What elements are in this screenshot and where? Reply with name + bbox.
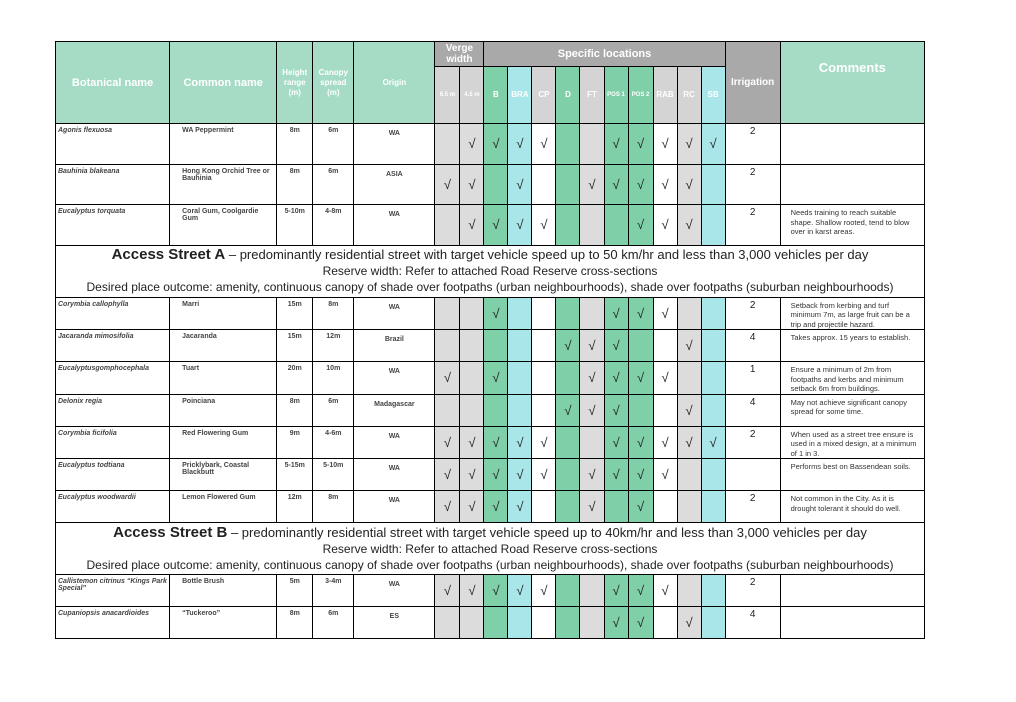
loc-ft-cell: √ <box>580 330 604 362</box>
loc-sb-cell <box>701 164 725 205</box>
loc-b-cell: √ <box>484 459 508 491</box>
verge-6-5-cell <box>435 394 460 426</box>
loc-bra-cell <box>508 297 532 330</box>
loc-pos1-cell: √ <box>604 394 628 426</box>
common-name-cell: Coral Gum, Coolgardie Gum <box>170 205 277 246</box>
comments-cell: Not common in the City. As it is drought tolerant it should do well. <box>780 491 924 523</box>
comments-cell: Performs best on Bassendean soils. <box>780 459 924 491</box>
section-row <box>56 245 925 297</box>
table-row <box>56 205 925 246</box>
origin-cell: WA <box>354 491 435 523</box>
loc-rc-cell <box>677 459 701 491</box>
height-range-cell: 15m <box>277 330 313 362</box>
loc-sb-cell <box>701 575 725 607</box>
loc-rc-cell: √ <box>677 164 701 205</box>
height-range-cell: 8m <box>277 394 313 426</box>
verge-6-5-cell: √ <box>435 459 460 491</box>
comments-cell: Ensure a minimum of 2m from footpaths and kerbs and minimum setback 6m from buildings. <box>780 362 924 395</box>
common-name-cell: Hong Kong Orchid Tree or Bauhinia <box>170 164 277 205</box>
loc-pos2-cell: √ <box>628 575 653 607</box>
loc-bra-cell: √ <box>508 124 532 165</box>
verge-4-5-cell: √ <box>460 575 484 607</box>
loc-rab-cell: √ <box>653 426 677 459</box>
header-loc-d: D <box>556 67 580 124</box>
section-row <box>56 523 925 575</box>
loc-cp-cell: √ <box>532 205 556 246</box>
common-name-cell: WA Peppermint <box>170 124 277 165</box>
table-row <box>56 362 925 395</box>
table-row <box>56 607 925 639</box>
verge-4-5-cell: √ <box>460 426 484 459</box>
loc-pos1-cell: √ <box>604 297 628 330</box>
loc-cp-cell <box>532 394 556 426</box>
loc-sb-cell <box>701 297 725 330</box>
height-range-cell: 5m <box>277 575 313 607</box>
common-name-cell: Poinciana <box>170 394 277 426</box>
loc-pos2-cell: √ <box>628 459 653 491</box>
loc-cp-cell <box>532 164 556 205</box>
header-botanical-name: Botanical name <box>56 42 170 124</box>
irrigation-cell: 1 <box>725 362 780 395</box>
header-loc-ft: FT <box>580 67 604 124</box>
loc-pos1-cell: √ <box>604 164 628 205</box>
origin-cell: Brazil <box>354 330 435 362</box>
header-loc-b: B <box>484 67 508 124</box>
irrigation-cell: 2 <box>725 164 780 205</box>
loc-b-cell: √ <box>484 362 508 395</box>
header-loc-pos2: POS 2 <box>628 67 653 124</box>
table-row <box>56 426 925 459</box>
table-row <box>56 491 925 523</box>
common-name-cell: Marri <box>170 297 277 330</box>
botanical-name-cell: Eucalyptusgomphocephala <box>56 362 170 395</box>
irrigation-cell: 4 <box>725 394 780 426</box>
irrigation-cell: 2 <box>725 297 780 330</box>
common-name-cell: Red Flowering Gum <box>170 426 277 459</box>
botanical-name-cell: Cupaniopsis anacardioides <box>56 607 170 639</box>
loc-rc-cell: √ <box>677 394 701 426</box>
loc-cp-cell: √ <box>532 124 556 165</box>
loc-pos1-cell <box>604 205 628 246</box>
common-name-cell: Bottle Brush <box>170 575 277 607</box>
loc-d-cell <box>556 205 580 246</box>
canopy-spread-cell: 5-10m <box>313 459 354 491</box>
botanical-name-cell: Callistemon citrinus “Kings Park Special” <box>56 575 170 607</box>
botanical-name-cell: Agonis flexuosa <box>56 124 170 165</box>
header-verge-4-5: 4.5 m <box>460 67 484 124</box>
section-header-sectionB <box>56 523 925 575</box>
canopy-spread-cell: 4-8m <box>313 205 354 246</box>
verge-4-5-cell <box>460 394 484 426</box>
origin-cell: Madagascar <box>354 394 435 426</box>
loc-rc-cell <box>677 491 701 523</box>
irrigation-cell: 2 <box>725 575 780 607</box>
loc-sb-cell <box>701 362 725 395</box>
canopy-spread-cell: 6m <box>313 164 354 205</box>
comments-cell <box>780 164 924 205</box>
common-name-cell: “Tuckeroo” <box>170 607 277 639</box>
loc-cp-cell <box>532 330 556 362</box>
verge-6-5-cell: √ <box>435 491 460 523</box>
loc-d-cell <box>556 124 580 165</box>
loc-rab-cell <box>653 607 677 639</box>
loc-d-cell <box>556 491 580 523</box>
verge-4-5-cell: √ <box>460 164 484 205</box>
header-comments: Comments <box>780 42 924 124</box>
canopy-spread-cell: 6m <box>313 607 354 639</box>
header-loc-rc: RC <box>677 67 701 124</box>
loc-b-cell <box>484 330 508 362</box>
common-name-cell: Lemon Flowered Gum <box>170 491 277 523</box>
height-range-cell: 5-15m <box>277 459 313 491</box>
header-loc-cp: CP <box>532 67 556 124</box>
table-row <box>56 330 925 362</box>
header-canopy-spread: Canopy spread (m) <box>313 42 354 124</box>
loc-pos1-cell <box>604 491 628 523</box>
loc-bra-cell: √ <box>508 205 532 246</box>
loc-pos2-cell: √ <box>628 205 653 246</box>
irrigation-cell <box>725 459 780 491</box>
comments-cell: Takes approx. 15 years to establish. <box>780 330 924 362</box>
loc-sb-cell: √ <box>701 124 725 165</box>
canopy-spread-cell: 3-4m <box>313 575 354 607</box>
header-irrigation: Irrigation <box>725 42 780 124</box>
origin-cell: WA <box>354 205 435 246</box>
section-description: – predominantly residential street with target vehicle speed up to 50 km/hr and less than 3,000 vehicles per day <box>225 247 869 262</box>
origin-cell: WA <box>354 362 435 395</box>
loc-bra-cell: √ <box>508 459 532 491</box>
canopy-spread-cell: 6m <box>313 124 354 165</box>
botanical-name-cell: Delonix regia <box>56 394 170 426</box>
section-title-line <box>56 525 924 541</box>
loc-rab-cell: √ <box>653 205 677 246</box>
height-range-cell: 12m <box>277 491 313 523</box>
loc-rc-cell <box>677 575 701 607</box>
loc-d-cell <box>556 362 580 395</box>
loc-d-cell <box>556 575 580 607</box>
loc-bra-cell: √ <box>508 426 532 459</box>
verge-6-5-cell <box>435 297 460 330</box>
common-name-cell: Pricklybark, Coastal Blackbutt <box>170 459 277 491</box>
loc-d-cell: √ <box>556 330 580 362</box>
loc-rc-cell <box>677 297 701 330</box>
loc-rab-cell: √ <box>653 124 677 165</box>
canopy-spread-cell: 8m <box>313 491 354 523</box>
canopy-spread-cell: 6m <box>313 394 354 426</box>
botanical-name-cell: Corymbia ficifolia <box>56 426 170 459</box>
verge-4-5-cell <box>460 362 484 395</box>
loc-sb-cell <box>701 394 725 426</box>
loc-bra-cell <box>508 362 532 395</box>
loc-ft-cell <box>580 607 604 639</box>
loc-bra-cell <box>508 607 532 639</box>
desired-outcome-text: Desired place outcome: amenity, continuous canopy of shade over footpaths (urban neighbourhoods), shade over footpaths (suburban neighbourhoods) <box>86 280 894 294</box>
table-row <box>56 575 925 607</box>
irrigation-cell: 2 <box>725 491 780 523</box>
loc-rab-cell: √ <box>653 164 677 205</box>
loc-pos1-cell: √ <box>604 330 628 362</box>
loc-b-cell: √ <box>484 491 508 523</box>
table-row <box>56 297 925 330</box>
common-name-cell: Tuart <box>170 362 277 395</box>
loc-bra-cell: √ <box>508 575 532 607</box>
origin-cell: WA <box>354 575 435 607</box>
header-verge-6-5: 6.5 m <box>435 67 460 124</box>
origin-cell: ASIA <box>354 164 435 205</box>
loc-pos2-cell: √ <box>628 164 653 205</box>
canopy-spread-cell: 4-6m <box>313 426 354 459</box>
botanical-name-cell: Bauhinia blakeana <box>56 164 170 205</box>
comments-cell: May not achieve significant canopy spread for some time. <box>780 394 924 426</box>
loc-rc-cell: √ <box>677 205 701 246</box>
loc-pos1-cell: √ <box>604 362 628 395</box>
origin-cell: WA <box>354 459 435 491</box>
loc-cp-cell <box>532 607 556 639</box>
verge-6-5-cell <box>435 205 460 246</box>
verge-4-5-cell: √ <box>460 205 484 246</box>
verge-6-5-cell: √ <box>435 164 460 205</box>
verge-6-5-cell: √ <box>435 426 460 459</box>
loc-rab-cell: √ <box>653 575 677 607</box>
loc-sb-cell <box>701 205 725 246</box>
height-range-cell: 15m <box>277 297 313 330</box>
loc-rc-cell: √ <box>677 330 701 362</box>
loc-b-cell <box>484 394 508 426</box>
irrigation-cell: 4 <box>725 607 780 639</box>
loc-pos2-cell: √ <box>628 362 653 395</box>
desired-outcome-text: Desired place outcome: amenity, continuous canopy of shade over footpaths (urban neighbourhoods), shade over footpaths (suburban neighbourhoods) <box>86 557 894 572</box>
loc-cp-cell <box>532 491 556 523</box>
loc-ft-cell: √ <box>580 491 604 523</box>
header-common-name: Common name <box>170 42 277 124</box>
loc-bra-cell <box>508 330 532 362</box>
verge-6-5-cell <box>435 330 460 362</box>
loc-ft-cell: √ <box>580 394 604 426</box>
loc-b-cell: √ <box>484 426 508 459</box>
loc-rc-cell <box>677 362 701 395</box>
header-loc-pos1: POS 1 <box>604 67 628 124</box>
loc-cp-cell: √ <box>532 575 556 607</box>
verge-4-5-cell <box>460 330 484 362</box>
botanical-name-cell: Eucalyptus torquata <box>56 205 170 246</box>
botanical-name-cell: Jacaranda mimosifolia <box>56 330 170 362</box>
loc-ft-cell: √ <box>580 459 604 491</box>
comments-cell <box>780 607 924 639</box>
loc-pos1-cell: √ <box>604 607 628 639</box>
loc-pos1-cell: √ <box>604 459 628 491</box>
loc-cp-cell: √ <box>532 426 556 459</box>
height-range-cell: 8m <box>277 607 313 639</box>
origin-cell: ES <box>354 607 435 639</box>
loc-ft-cell <box>580 205 604 246</box>
loc-ft-cell: √ <box>580 164 604 205</box>
loc-pos2-cell: √ <box>628 124 653 165</box>
height-range-cell: 9m <box>277 426 313 459</box>
loc-rab-cell: √ <box>653 362 677 395</box>
verge-6-5-cell <box>435 124 460 165</box>
header-loc-sb: SB <box>701 67 725 124</box>
verge-4-5-cell: √ <box>460 459 484 491</box>
header-specific-locations: Specific locations <box>484 42 725 67</box>
table-row <box>56 459 925 491</box>
loc-ft-cell <box>580 575 604 607</box>
loc-bra-cell <box>508 394 532 426</box>
header-origin: Origin <box>354 42 435 124</box>
loc-d-cell: √ <box>556 394 580 426</box>
tree-species-table <box>55 41 925 639</box>
loc-sb-cell <box>701 459 725 491</box>
loc-d-cell <box>556 459 580 491</box>
height-range-cell: 8m <box>277 124 313 165</box>
loc-sb-cell <box>701 491 725 523</box>
loc-rab-cell: √ <box>653 459 677 491</box>
comments-cell <box>780 575 924 607</box>
section-header-sectionA <box>56 245 925 297</box>
loc-cp-cell <box>532 297 556 330</box>
canopy-spread-cell: 10m <box>313 362 354 395</box>
irrigation-cell: 2 <box>725 426 780 459</box>
loc-pos1-cell: √ <box>604 124 628 165</box>
canopy-spread-cell: 12m <box>313 330 354 362</box>
header-height-range: Height range (m) <box>277 42 313 124</box>
loc-sb-cell: √ <box>701 426 725 459</box>
loc-ft-cell <box>580 297 604 330</box>
loc-cp-cell: √ <box>532 459 556 491</box>
loc-d-cell <box>556 164 580 205</box>
section-title: Access Street A <box>111 246 226 263</box>
loc-rab-cell <box>653 330 677 362</box>
header-verge-width: Verge width <box>435 42 484 67</box>
loc-rc-cell: √ <box>677 124 701 165</box>
canopy-spread-cell: 8m <box>313 297 354 330</box>
loc-b-cell: √ <box>484 205 508 246</box>
section-description: – predominantly residential street with target vehicle speed up to 40km/hr and less than 3,000 vehicles per day <box>227 524 867 540</box>
loc-rc-cell: √ <box>677 607 701 639</box>
loc-bra-cell: √ <box>508 491 532 523</box>
origin-cell: WA <box>354 426 435 459</box>
loc-pos2-cell: √ <box>628 491 653 523</box>
loc-d-cell <box>556 426 580 459</box>
height-range-cell: 20m <box>277 362 313 395</box>
loc-d-cell <box>556 297 580 330</box>
loc-sb-cell <box>701 330 725 362</box>
loc-ft-cell <box>580 426 604 459</box>
loc-pos2-cell <box>628 394 653 426</box>
verge-6-5-cell <box>435 607 460 639</box>
header-loc-rab: RAB <box>653 67 677 124</box>
botanical-name-cell: Eucalyptus woodwardii <box>56 491 170 523</box>
verge-6-5-cell: √ <box>435 575 460 607</box>
loc-d-cell <box>556 607 580 639</box>
loc-cp-cell <box>532 362 556 395</box>
loc-b-cell <box>484 607 508 639</box>
table-row <box>56 394 925 426</box>
loc-pos2-cell: √ <box>628 607 653 639</box>
botanical-name-cell: Eucalyptus todtiana <box>56 459 170 491</box>
comments-cell: Needs training to reach suitable shape. Shallow rooted, tend to blow over in karst areas. <box>780 205 924 246</box>
irrigation-cell: 2 <box>725 205 780 246</box>
section-title-line <box>56 247 924 263</box>
loc-pos1-cell: √ <box>604 575 628 607</box>
comments-cell <box>780 124 924 165</box>
irrigation-cell: 2 <box>725 124 780 165</box>
table-body <box>56 124 925 639</box>
height-range-cell: 5-10m <box>277 205 313 246</box>
loc-ft-cell: √ <box>580 362 604 395</box>
loc-bra-cell: √ <box>508 164 532 205</box>
loc-rab-cell <box>653 491 677 523</box>
irrigation-cell: 4 <box>725 330 780 362</box>
verge-4-5-cell: √ <box>460 124 484 165</box>
comments-cell: Setback from kerbing and turf minimum 7m, as large fruit can be a trip and projectile hazard. <box>780 297 924 330</box>
verge-4-5-cell <box>460 607 484 639</box>
verge-4-5-cell <box>460 297 484 330</box>
section-title: Access Street B <box>113 523 228 541</box>
loc-b-cell: √ <box>484 124 508 165</box>
reserve-width-text: Reserve width: Refer to attached Road Reserve cross-sections <box>322 541 658 556</box>
verge-4-5-cell: √ <box>460 491 484 523</box>
origin-cell: WA <box>354 124 435 165</box>
loc-ft-cell <box>580 124 604 165</box>
common-name-cell: Jacaranda <box>170 330 277 362</box>
loc-rc-cell: √ <box>677 426 701 459</box>
comments-cell: When used as a street tree ensure is used in a mixed design, at a minimum of 1 in 3. <box>780 426 924 459</box>
header-loc-bra: BRA <box>508 67 532 124</box>
height-range-cell: 8m <box>277 164 313 205</box>
table-row <box>56 124 925 165</box>
botanical-name-cell: Corymbia callophylla <box>56 297 170 330</box>
loc-pos1-cell: √ <box>604 426 628 459</box>
loc-rab-cell <box>653 394 677 426</box>
loc-b-cell: √ <box>484 297 508 330</box>
loc-pos2-cell: √ <box>628 426 653 459</box>
loc-sb-cell <box>701 607 725 639</box>
loc-pos2-cell: √ <box>628 297 653 330</box>
table-row <box>56 164 925 205</box>
loc-b-cell <box>484 164 508 205</box>
loc-pos2-cell <box>628 330 653 362</box>
loc-rab-cell: √ <box>653 297 677 330</box>
origin-cell: WA <box>354 297 435 330</box>
reserve-width-text: Reserve width: Refer to attached Road Reserve cross-sections <box>322 264 658 278</box>
loc-b-cell: √ <box>484 575 508 607</box>
verge-6-5-cell: √ <box>435 362 460 395</box>
